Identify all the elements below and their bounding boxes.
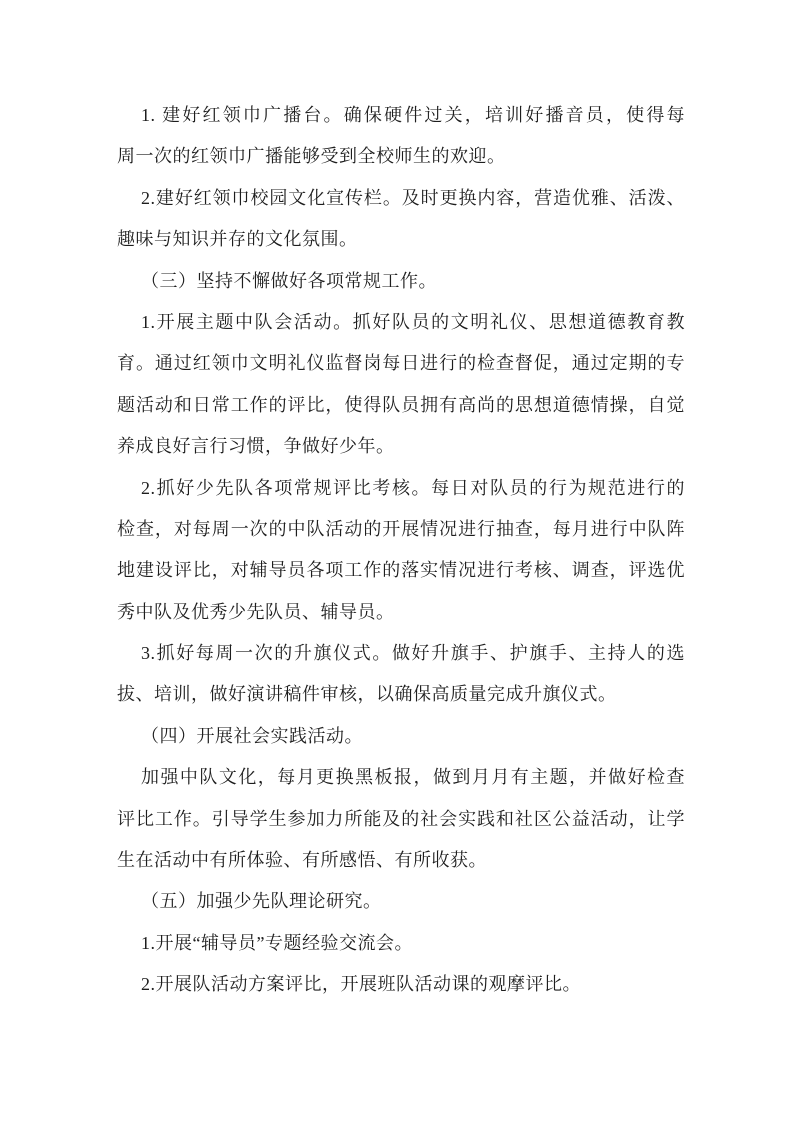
- text-line: 检查，对每周一次的中队活动的开展情况进行抽查，每月进行中队阵: [117, 518, 685, 539]
- text-line: 1. 建好红领巾广播台。确保硬件过关，培训好播音员，使得每: [141, 105, 685, 125]
- text-line: 趣味与知识并存的文化氛围。: [117, 229, 358, 250]
- text-line: （四）开展社会实践活动。: [141, 725, 363, 746]
- text-line: 养成良好言行习惯，争做好少年。: [117, 436, 395, 457]
- text-line: 拔、培训，做好演讲稿件审核，以确保高质量完成升旗仪式。: [117, 684, 617, 705]
- text-line: 2.开展队活动方案评比，开展班队活动课的观摩评比。: [141, 974, 581, 995]
- text-line: 地建设评比，对辅导员各项工作的落实情况进行考核、调查，评选优: [117, 560, 685, 581]
- text-line: 评比工作。引导学生参加力所能及的社会实践和社区公益活动，让学: [117, 808, 685, 829]
- text-line: （五）加强少先队理论研究。: [141, 891, 382, 912]
- text-line: 题活动和日常工作的评比，使得队员拥有高尚的思想道德情操，自觉: [117, 394, 685, 415]
- text-line: 2.抓好少先队各项常规评比考核。每日对队员的行为规范进行的: [141, 477, 685, 498]
- text-line: 生在活动中有所体验、有所感悟、有所收获。: [117, 850, 487, 871]
- document-text-block: [117, 95, 685, 1006]
- text-line: 加强中队文化，每月更换黑板报，做到月月有主题，并做好检查: [141, 767, 685, 788]
- text-line: 2.建好红领巾校园文化宣传栏。及时更换内容，营造优雅、活泼、: [141, 187, 685, 208]
- text-line: 1.开展主题中队会活动。抓好队员的文明礼仪、思想道德教育教: [141, 311, 685, 332]
- text-line: 3.抓好每周一次的升旗仪式。做好升旗手、护旗手、主持人的选: [141, 643, 685, 664]
- text-line: 秀中队及优秀少先队员、辅导员。: [117, 601, 395, 622]
- text-line: 育。通过红领巾文明礼仪监督岗每日进行的检查督促，通过定期的专: [117, 353, 685, 374]
- text-line: 1.开展“辅导员”专题经验交流会。: [141, 932, 413, 953]
- text-line: （三）坚持不懈做好各项常规工作。: [141, 270, 437, 291]
- text-line: 周一次的红领巾广播能够受到全校师生的欢迎。: [117, 146, 506, 167]
